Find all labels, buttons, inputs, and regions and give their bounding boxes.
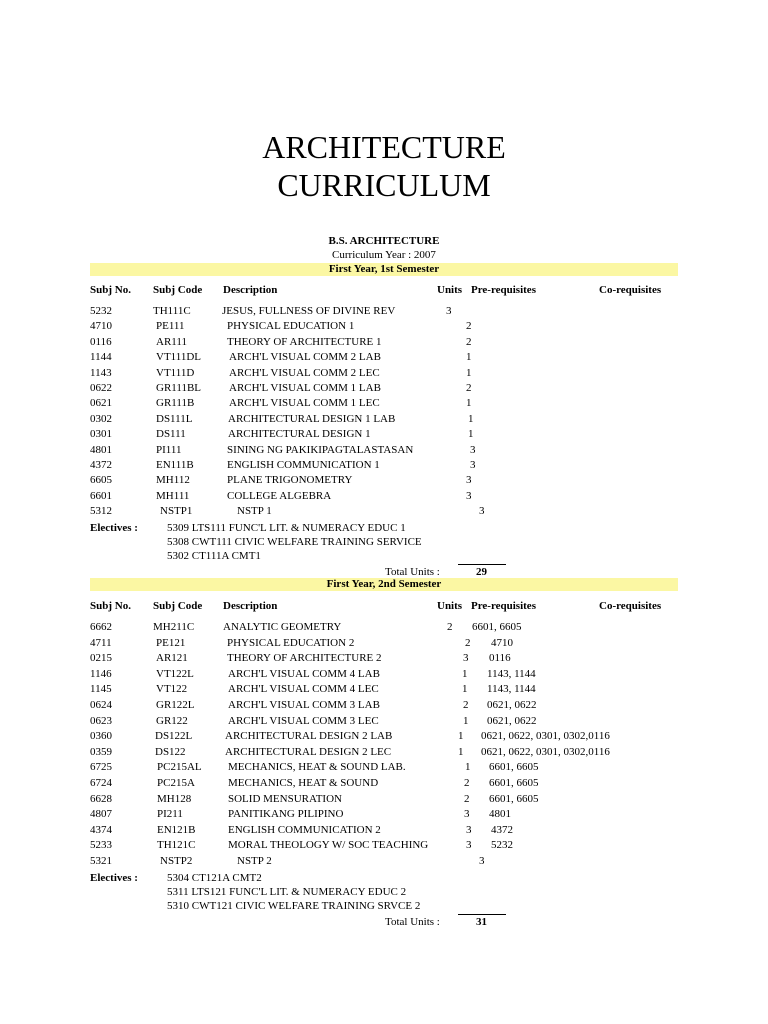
table-row xyxy=(0,444,768,459)
table-row xyxy=(0,621,768,636)
description-cell: ANALYTIC GEOMETRY xyxy=(223,621,342,633)
prereq-cell: 6601, 6605 xyxy=(489,777,539,789)
table-row xyxy=(0,413,768,428)
units-cell: 1 xyxy=(466,397,472,410)
subj-code-cell: GR111B xyxy=(156,397,195,410)
table-row xyxy=(0,305,768,320)
prereq-cell: 0621, 0622 xyxy=(487,699,537,711)
subj-code-cell: VT111D xyxy=(156,366,195,379)
subj-code-cell: DS122 xyxy=(155,745,186,758)
subj-no-cell: 6725 xyxy=(90,761,112,774)
table-row xyxy=(0,428,768,443)
subj-no-cell: 1143 xyxy=(90,366,112,379)
subj-code-cell: DS122L xyxy=(155,730,193,743)
subj-code-cell: DS111 xyxy=(156,428,186,441)
subj-code-cell: PI111 xyxy=(156,443,182,456)
header-units: Units xyxy=(437,600,463,612)
subj-no-cell: 0623 xyxy=(90,714,112,727)
units-cell: 2 xyxy=(466,320,472,333)
total-units-label: Total Units : xyxy=(385,915,440,928)
description-cell: THEORY OF ARCHITECTURE 2 xyxy=(227,652,382,665)
header-description: Description xyxy=(223,600,278,612)
subj-no-cell: 6605 xyxy=(90,474,112,487)
units-cell: 3 xyxy=(466,823,472,836)
subj-code-cell: MH128 xyxy=(157,792,192,805)
subj-code-cell: NSTP2 xyxy=(160,855,193,867)
prereq-cell: 6601, 6605 xyxy=(489,761,539,774)
description-cell: ARCH'L VISUAL COMM 1 LEC xyxy=(229,397,380,410)
prereq-cell: 4372 xyxy=(491,823,513,836)
total-units-label: Total Units : xyxy=(385,565,440,578)
units-cell: 3 xyxy=(466,489,472,502)
table-row xyxy=(0,652,768,667)
subj-code-cell: AR121 xyxy=(156,652,188,665)
prereq-cell: 6601, 6605 xyxy=(489,792,539,805)
subj-no-cell: 5233 xyxy=(90,839,112,852)
description-cell: ARCHITECTURAL DESIGN 1 xyxy=(228,428,371,441)
units-cell: 2 xyxy=(465,636,471,649)
subj-no-cell: 5321 xyxy=(90,855,112,867)
subj-code-cell: AR111 xyxy=(156,335,187,348)
total-units-value: 31 xyxy=(476,915,487,928)
header-units: Units xyxy=(437,284,463,296)
description-cell: ARCH'L VISUAL COMM 2 LEC xyxy=(229,366,380,379)
subj-no-cell: 4372 xyxy=(90,459,112,471)
subj-no-cell: 5232 xyxy=(90,305,112,317)
prereq-cell: 0621, 0622, 0301, 0302,0116 xyxy=(481,745,610,758)
units-cell: 3 xyxy=(464,808,470,821)
units-cell: 1 xyxy=(458,730,464,743)
subj-code-cell: PC215AL xyxy=(157,761,202,774)
curriculum-year: Curriculum Year : 2007 xyxy=(332,249,436,261)
prereq-cell: 4801 xyxy=(489,808,511,821)
description-cell: ENGLISH COMMUNICATION 2 xyxy=(228,823,381,836)
description-cell: MORAL THEOLOGY W/ SOC TEACHING xyxy=(228,839,429,852)
description-cell: PLANE TRIGONOMETRY xyxy=(227,474,353,487)
units-cell: 2 xyxy=(464,792,470,805)
subj-no-cell: 1144 xyxy=(90,351,112,364)
elective-text: 5304 CT121A CMT2 xyxy=(167,871,262,884)
units-cell: 3 xyxy=(446,305,452,317)
subj-code-cell: EN121B xyxy=(157,823,196,836)
table-row xyxy=(0,320,768,335)
prereq-cell: 0621, 0622, 0301, 0302,0116 xyxy=(481,730,610,743)
subj-no-cell: 5312 xyxy=(90,505,112,518)
sem1-title: First Year, 1st Semester xyxy=(90,263,678,276)
table-row xyxy=(0,459,768,474)
header-subj-code: Subj Code xyxy=(153,284,203,296)
table-row xyxy=(0,808,768,823)
column-header-row xyxy=(0,600,768,614)
description-cell: ARCH'L VISUAL COMM 2 LAB xyxy=(229,351,381,364)
description-cell: ENGLISH COMMUNICATION 1 xyxy=(227,459,380,471)
table-row xyxy=(0,397,768,412)
description-cell: ARCH'L VISUAL COMM 4 LEC xyxy=(228,683,379,696)
subj-code-cell: PI211 xyxy=(157,808,183,821)
total-rule xyxy=(458,564,506,565)
subj-code-cell: NSTP1 xyxy=(160,505,193,518)
description-cell: NSTP 1 xyxy=(237,505,272,518)
header-coreq: Co-requisites xyxy=(599,600,662,612)
subj-no-cell: 0301 xyxy=(90,428,112,441)
table-row xyxy=(0,839,768,854)
prereq-cell: 1143, 1144 xyxy=(487,667,536,680)
description-cell: THEORY OF ARCHITECTURE 1 xyxy=(227,335,382,348)
table-row xyxy=(0,761,768,776)
degree-heading: B.S. ARCHITECTURE xyxy=(328,235,440,247)
units-cell: 3 xyxy=(479,855,485,867)
elective-item xyxy=(0,872,768,886)
total-units-value: 29 xyxy=(476,565,487,578)
subj-no-cell: 0624 xyxy=(90,699,112,711)
units-cell: 2 xyxy=(463,699,469,711)
subj-code-cell: VT122L xyxy=(156,667,194,680)
title-line-2: CURRICULUM xyxy=(277,167,491,203)
prereq-cell: 0621, 0622 xyxy=(487,714,537,727)
units-cell: 1 xyxy=(463,714,469,727)
table-row xyxy=(0,683,768,698)
subj-code-cell: GR111BL xyxy=(156,382,202,394)
elective-text: 5302 CT111A CMT1 xyxy=(167,549,261,562)
table-row xyxy=(0,699,768,714)
subj-code-cell: MH112 xyxy=(156,474,190,487)
electives-label: Electives : xyxy=(90,871,138,884)
units-cell: 3 xyxy=(466,839,472,852)
subj-code-cell: GR122 xyxy=(156,714,188,727)
subj-no-cell: 4801 xyxy=(90,443,112,456)
description-cell: NSTP 2 xyxy=(237,855,272,867)
description-cell: PHYSICAL EDUCATION 1 xyxy=(227,320,355,333)
table-row xyxy=(0,382,768,397)
column-header-row xyxy=(0,284,768,298)
elective-text: 5311 LTS121 FUNC'L LIT. & NUMERACY EDUC 2 xyxy=(167,885,407,898)
table-row xyxy=(0,730,768,745)
prereq-cell: 4710 xyxy=(491,636,513,649)
elective-text: 5309 LTS111 FUNC'L LIT. & NUMERACY EDUC 1 xyxy=(167,521,406,534)
table-row xyxy=(0,746,768,761)
header-subj-no: Subj No. xyxy=(90,600,131,612)
header-prereq: Pre-requisites xyxy=(471,600,536,612)
units-cell: 1 xyxy=(462,667,468,680)
description-cell: PANITIKANG PILIPINO xyxy=(228,808,344,821)
description-cell: ARCH'L VISUAL COMM 3 LAB xyxy=(228,699,380,711)
prereq-cell: 6601, 6605 xyxy=(472,621,522,633)
total-units-row xyxy=(0,916,768,930)
subj-no-cell: 6662 xyxy=(90,621,112,633)
subj-no-cell: 0621 xyxy=(90,397,112,410)
description-cell: ARCHITECTURAL DESIGN 2 LAB xyxy=(225,730,393,743)
document-title xyxy=(0,128,768,204)
units-cell: 3 xyxy=(470,459,476,471)
units-cell: 2 xyxy=(466,382,472,394)
subj-no-cell: 4711 xyxy=(90,636,112,649)
description-cell: COLLEGE ALGEBRA xyxy=(227,489,332,502)
subj-no-cell: 0116 xyxy=(90,335,112,348)
prereq-cell: 1143, 1144 xyxy=(487,683,536,696)
subj-code-cell: VT122 xyxy=(156,683,188,696)
units-cell: 3 xyxy=(463,652,469,665)
table-row xyxy=(0,777,768,792)
subj-no-cell: 6628 xyxy=(90,792,112,805)
subj-code-cell: MH211C xyxy=(153,621,195,633)
subj-no-cell: 0622 xyxy=(90,382,112,394)
elective-item xyxy=(0,886,768,900)
table-row xyxy=(0,715,768,730)
table-row xyxy=(0,474,768,489)
subj-code-cell: DS111L xyxy=(156,412,193,425)
subj-code-cell: GR122L xyxy=(156,699,195,711)
subj-code-cell: VT111DL xyxy=(156,351,202,364)
header-description: Description xyxy=(223,284,278,296)
description-cell: JESUS, FULLNESS OF DIVINE REV xyxy=(222,305,396,317)
description-cell: ARCH'L VISUAL COMM 3 LEC xyxy=(228,714,379,727)
units-cell: 3 xyxy=(470,443,476,456)
sem2-title: First Year, 2nd Semester xyxy=(90,578,678,591)
subj-no-cell: 1145 xyxy=(90,683,112,696)
table-row xyxy=(0,367,768,382)
subj-code-cell: MH111 xyxy=(156,489,190,502)
header-subj-code: Subj Code xyxy=(153,600,203,612)
header-prereq: Pre-requisites xyxy=(471,284,536,296)
header-coreq: Co-requisites xyxy=(599,284,662,296)
table-row xyxy=(0,505,768,520)
description-cell: SINING NG PAKIKIPAGTALASTASAN xyxy=(227,443,414,456)
subj-no-cell: 4374 xyxy=(90,823,112,836)
description-cell: MECHANICS, HEAT & SOUND xyxy=(228,777,379,789)
units-cell: 1 xyxy=(465,761,471,774)
table-row xyxy=(0,855,768,870)
description-cell: ARCHITECTURAL DESIGN 1 LAB xyxy=(228,412,396,425)
elective-text: 5310 CWT121 CIVIC WELFARE TRAINING SRVCE 2 xyxy=(167,899,421,912)
table-row xyxy=(0,668,768,683)
subj-no-cell: 4807 xyxy=(90,808,112,821)
prereq-cell: 0116 xyxy=(489,652,511,665)
units-cell: 1 xyxy=(468,428,474,441)
header-subj-no: Subj No. xyxy=(90,284,131,296)
table-row xyxy=(0,793,768,808)
elective-item xyxy=(0,522,768,536)
subj-no-cell: 4710 xyxy=(90,320,112,333)
title-line-1: ARCHITECTURE xyxy=(262,129,506,165)
description-cell: MECHANICS, HEAT & SOUND LAB. xyxy=(228,761,406,774)
description-cell: ARCH'L VISUAL COMM 1 LAB xyxy=(229,382,381,394)
units-cell: 1 xyxy=(458,745,464,758)
units-cell: 1 xyxy=(466,366,472,379)
subj-no-cell: 0215 xyxy=(90,652,112,665)
units-cell: 1 xyxy=(462,683,468,696)
table-row xyxy=(0,336,768,351)
subj-no-cell: 6601 xyxy=(90,489,112,502)
subj-code-cell: PE121 xyxy=(156,636,186,649)
elective-item xyxy=(0,536,768,550)
subj-code-cell: PE111 xyxy=(156,320,185,333)
description-cell: SOLID MENSURATION xyxy=(228,792,342,805)
subj-no-cell: 1146 xyxy=(90,667,112,680)
elective-item xyxy=(0,900,768,914)
subj-no-cell: 0359 xyxy=(90,745,112,758)
units-cell: 2 xyxy=(447,621,453,633)
description-cell: ARCHITECTURAL DESIGN 2 LEC xyxy=(225,745,392,758)
units-cell: 1 xyxy=(466,351,472,364)
units-cell: 1 xyxy=(468,412,474,425)
subj-no-cell: 0360 xyxy=(90,730,112,743)
table-row xyxy=(0,637,768,652)
elective-text: 5308 CWT111 CIVIC WELFARE TRAINING SERVICE xyxy=(167,535,422,548)
prereq-cell: 5232 xyxy=(491,839,513,852)
electives-label: Electives : xyxy=(90,521,138,534)
subj-code-cell: EN111B xyxy=(156,459,194,471)
subj-code-cell: TH111C xyxy=(153,305,191,317)
units-cell: 3 xyxy=(466,474,472,487)
description-cell: ARCH'L VISUAL COMM 4 LAB xyxy=(228,667,380,680)
units-cell: 3 xyxy=(479,505,485,518)
table-row xyxy=(0,490,768,505)
elective-item xyxy=(0,550,768,564)
table-row xyxy=(0,824,768,839)
table-row xyxy=(0,351,768,366)
subj-code-cell: TH121C xyxy=(157,839,196,852)
subj-no-cell: 0302 xyxy=(90,412,112,425)
description-cell: PHYSICAL EDUCATION 2 xyxy=(227,636,355,649)
units-cell: 2 xyxy=(464,777,470,789)
units-cell: 2 xyxy=(466,335,472,348)
subj-no-cell: 6724 xyxy=(90,777,112,789)
subj-code-cell: PC215A xyxy=(157,777,195,789)
total-rule xyxy=(458,914,506,915)
